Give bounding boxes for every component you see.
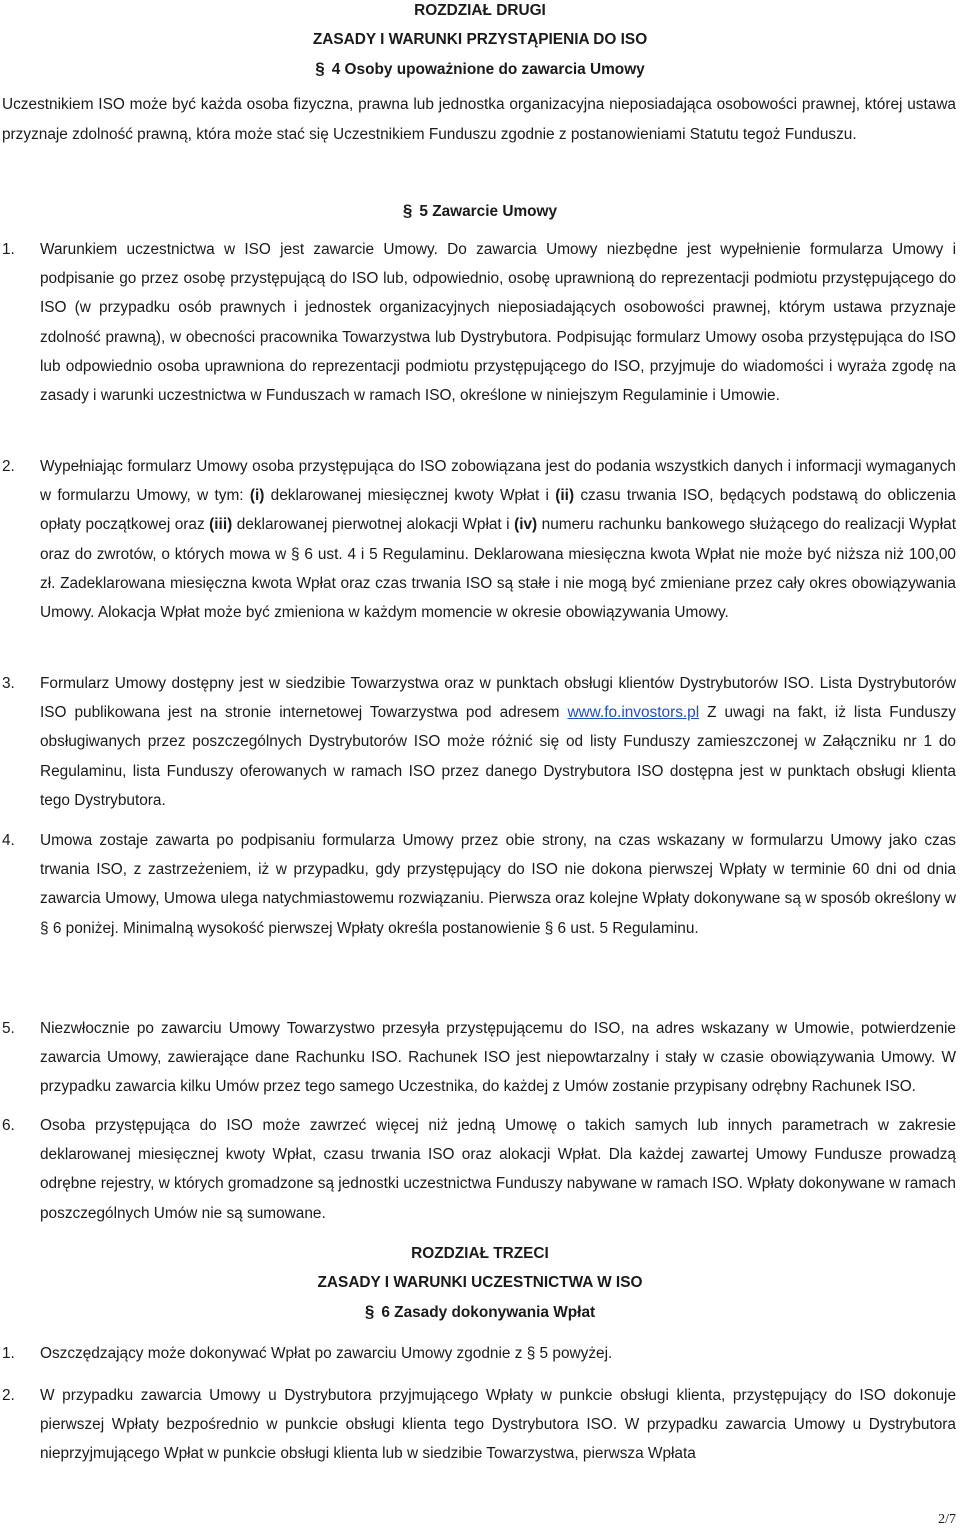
item-text: Osoba przystępująca do ISO może zawrzeć więcej niż jedną Umowę o takich samych lub innych parametrach w zakresie deklarowanej miesięcznej kwoty Wpłat, czasu trwania ISO oraz alokacji Wpłat. Dla każdej zawartej Umowy Fundusze prowadzą odrębne rejestry, w których gromadzone są jednostki uczestnictwa Funduszy nabywane w ramach ISO. Wpłaty dokonywane w ramach poszczególnych Umów nie są sumowane.	[40, 1117, 956, 1222]
list-item	[0, 452, 960, 627]
section-heading-5: § 5 Zawarcie Umowy	[402, 201, 558, 220]
item-text: Formularz Umowy dostępny jest w siedzibie Towarzystwa oraz w punktach obsługi klientów Dystrybutorów ISO. Lista Dystrybutorów ISO publikowana jest na stronie internetowej Towarzystwa pod adresem www.fo.invostors.pl Z uwagi na fakt, iż lista Funduszy obsługiwanych przez poszczególnych Dystrybutorów ISO może różnić się od listy Funduszy zamieszczonej w Załączniku nr 1 do Regulaminu, lista Funduszy oferowanych w ramach ISO przez danego Dystrybutora ISO dostępna jest w punktach obsługi klienta tego Dystrybutora.	[40, 675, 956, 809]
section-heading-6: § 6 Zasady dokonywania Wpłat	[364, 1302, 596, 1321]
section-sign: §	[364, 1302, 375, 1321]
paragraph: Uczestnikiem ISO może być każda osoba fizyczna, prawna lub jednostka organizacyjna nieposiadająca osobowości prawnej, której ustawa przyznaje zdolność prawną, która może stać się Uczestnikiem Funduszu zgodnie z postanowieniami Statutu tegoż Funduszu.	[2, 96, 956, 143]
list-item	[0, 1381, 960, 1469]
item-number: 6.	[2, 1117, 15, 1134]
chapter-2-header	[0, 0, 960, 84]
chapter-3-header	[0, 1239, 960, 1327]
item-text: Niezwłocznie po zawarciu Umowy Towarzystwo przesyła przystępującemu do ISO, na adres wskazany w Umowie, potwierdzenie zawarcia Umowy, zawierające dane Rachunku ISO. Rachunek ISO jest niepowtarzalny i stały w czasie obowiązywania Umowy. W przypadku zawarcia kilku Umów przez tego samego Uczestnika, do każdej z Umów zostanie przypisany odrębny Rachunek ISO.	[40, 1020, 956, 1096]
chapter-subtitle: ZASADY I WARUNKI UCZESTNICTWA W ISO	[317, 1274, 643, 1291]
chapter-subtitle: ZASADY I WARUNKI PRZYSTĄPIENIA DO ISO	[312, 31, 648, 48]
item-text: Warunkiem uczestnictwa w ISO jest zawarcie Umowy. Do zawarcia Umowy niezbędne jest wypełnienie formularza Umowy i podpisanie go przez osobę przystępującą do ISO lub, odpowiednio, osobę uprawnioną do reprezentacji podmiotu przystępującego do ISO (w przypadku osób prawnych i jednostek organizacyjnych nieposiadających osobowości prawnej, którym ustawa przyznaje zdolność prawną), w obecności pracownika Towarzystwa lub Dystrybutora. Podpisując formularz Umowy osoba przystępująca do ISO lub odpowiednio osoba uprawniona do reprezentacji podmiotu przystępującego do ISO, przyjmuje do wiadomości i wyraża zgodę na zasady i warunki uczestnictwa w Funduszach w ramach ISO, określone w niniejszym Regulaminie i Umowie.	[40, 241, 956, 405]
item-text: Oszczędzający może dokonywać Wpłat po zawarciu Umowy zgodnie z § 5 powyżej.	[40, 1345, 613, 1362]
chapter-title: ROZDZIAŁ DRUGI	[414, 2, 546, 19]
section-sign: §	[402, 201, 413, 220]
item-number: 2.	[2, 458, 15, 475]
website-link[interactable]: www.fo.invostors.pl	[567, 704, 700, 722]
list-item	[0, 1111, 960, 1228]
section-4-body	[0, 90, 960, 149]
item-text: Umowa zostaje zawarta po podpisaniu formularza Umowy przez obie strony, na czas wskazany w formularzu Umowy jako czas trwania ISO, z zastrzeżeniem, iż w przypadku, gdy przystępujący do ISO nie dokona pierwszej Wpłaty w terminie 60 dni od dnia zawarcia Umowy, Umowa ulega natychmiastowemu rozwiązaniu. Pierwsza oraz kolejne Wpłaty dokonywane są w sposób określony w § 6 poniżej. Minimalną wysokość pierwszej Wpłaty określa postanowienie § 6 ust. 5 Regulaminu.	[40, 832, 956, 937]
section-heading-4: § 4 Osoby upoważnione do zawarcia Umowy	[315, 59, 645, 78]
item-number: 2.	[2, 1387, 15, 1404]
list-item	[0, 235, 960, 410]
list-item	[0, 1014, 960, 1102]
item-number: 1.	[2, 1345, 15, 1362]
item-number: 5.	[2, 1020, 15, 1037]
section-sign: §	[315, 59, 325, 78]
list-item	[0, 669, 960, 815]
list-item	[0, 1339, 960, 1368]
item-text: Wypełniając formularz Umowy osoba przystępująca do ISO zobowiązana jest do podania wszystkich danych i informacji wymaganych w formularzu Umowy, w tym: (i) deklarowanej miesięcznej kwoty Wpłat i (ii) czasu trwania ISO, będących podstawą do obliczenia opłaty początkowej oraz (iii) deklarowanej pierwotnej alokacji Wpłat i (iv) numeru rachunku bankowego służącego do realizacji Wypłat oraz do zwrotów, o których mowa w § 6 ust. 4 i 5 Regulaminu. Deklarowana miesięczna kwota Wpłat nie może być niższa niż 100,00 zł. Zadeklarowana miesięczna kwota Wpłat oraz czas trwania ISO są stałe i nie mogą być zmieniane przez cały okres obowiązywania Umowy. Alokacja Wpłat może być zmieniona w każdym momencie w okresie obowiązywania Umowy.	[40, 458, 956, 622]
item-number: 3.	[2, 675, 15, 692]
page-number: 2/7	[938, 1512, 956, 1527]
chapter-title: ROZDZIAŁ TRZECI	[411, 1245, 549, 1262]
item-text: W przypadku zawarcia Umowy u Dystrybutora przyjmującego Wpłaty w punkcie obsługi klienta, przystępujący do ISO dokonuje pierwszej Wpłaty bezpośrednio w punkcie obsługi klienta tego Dystrybutora ISO. W przypadku zawarcia Umowy u Dystrybutora nieprzyjmującego Wpłat w punkcie obsługi klienta lub w siedzibie Towarzystwa, pierwsza Wpłata	[40, 1387, 956, 1463]
item-number: 4.	[2, 832, 15, 849]
section-5-heading-block	[0, 196, 960, 226]
item-number: 1.	[2, 241, 15, 258]
list-item	[0, 826, 960, 943]
